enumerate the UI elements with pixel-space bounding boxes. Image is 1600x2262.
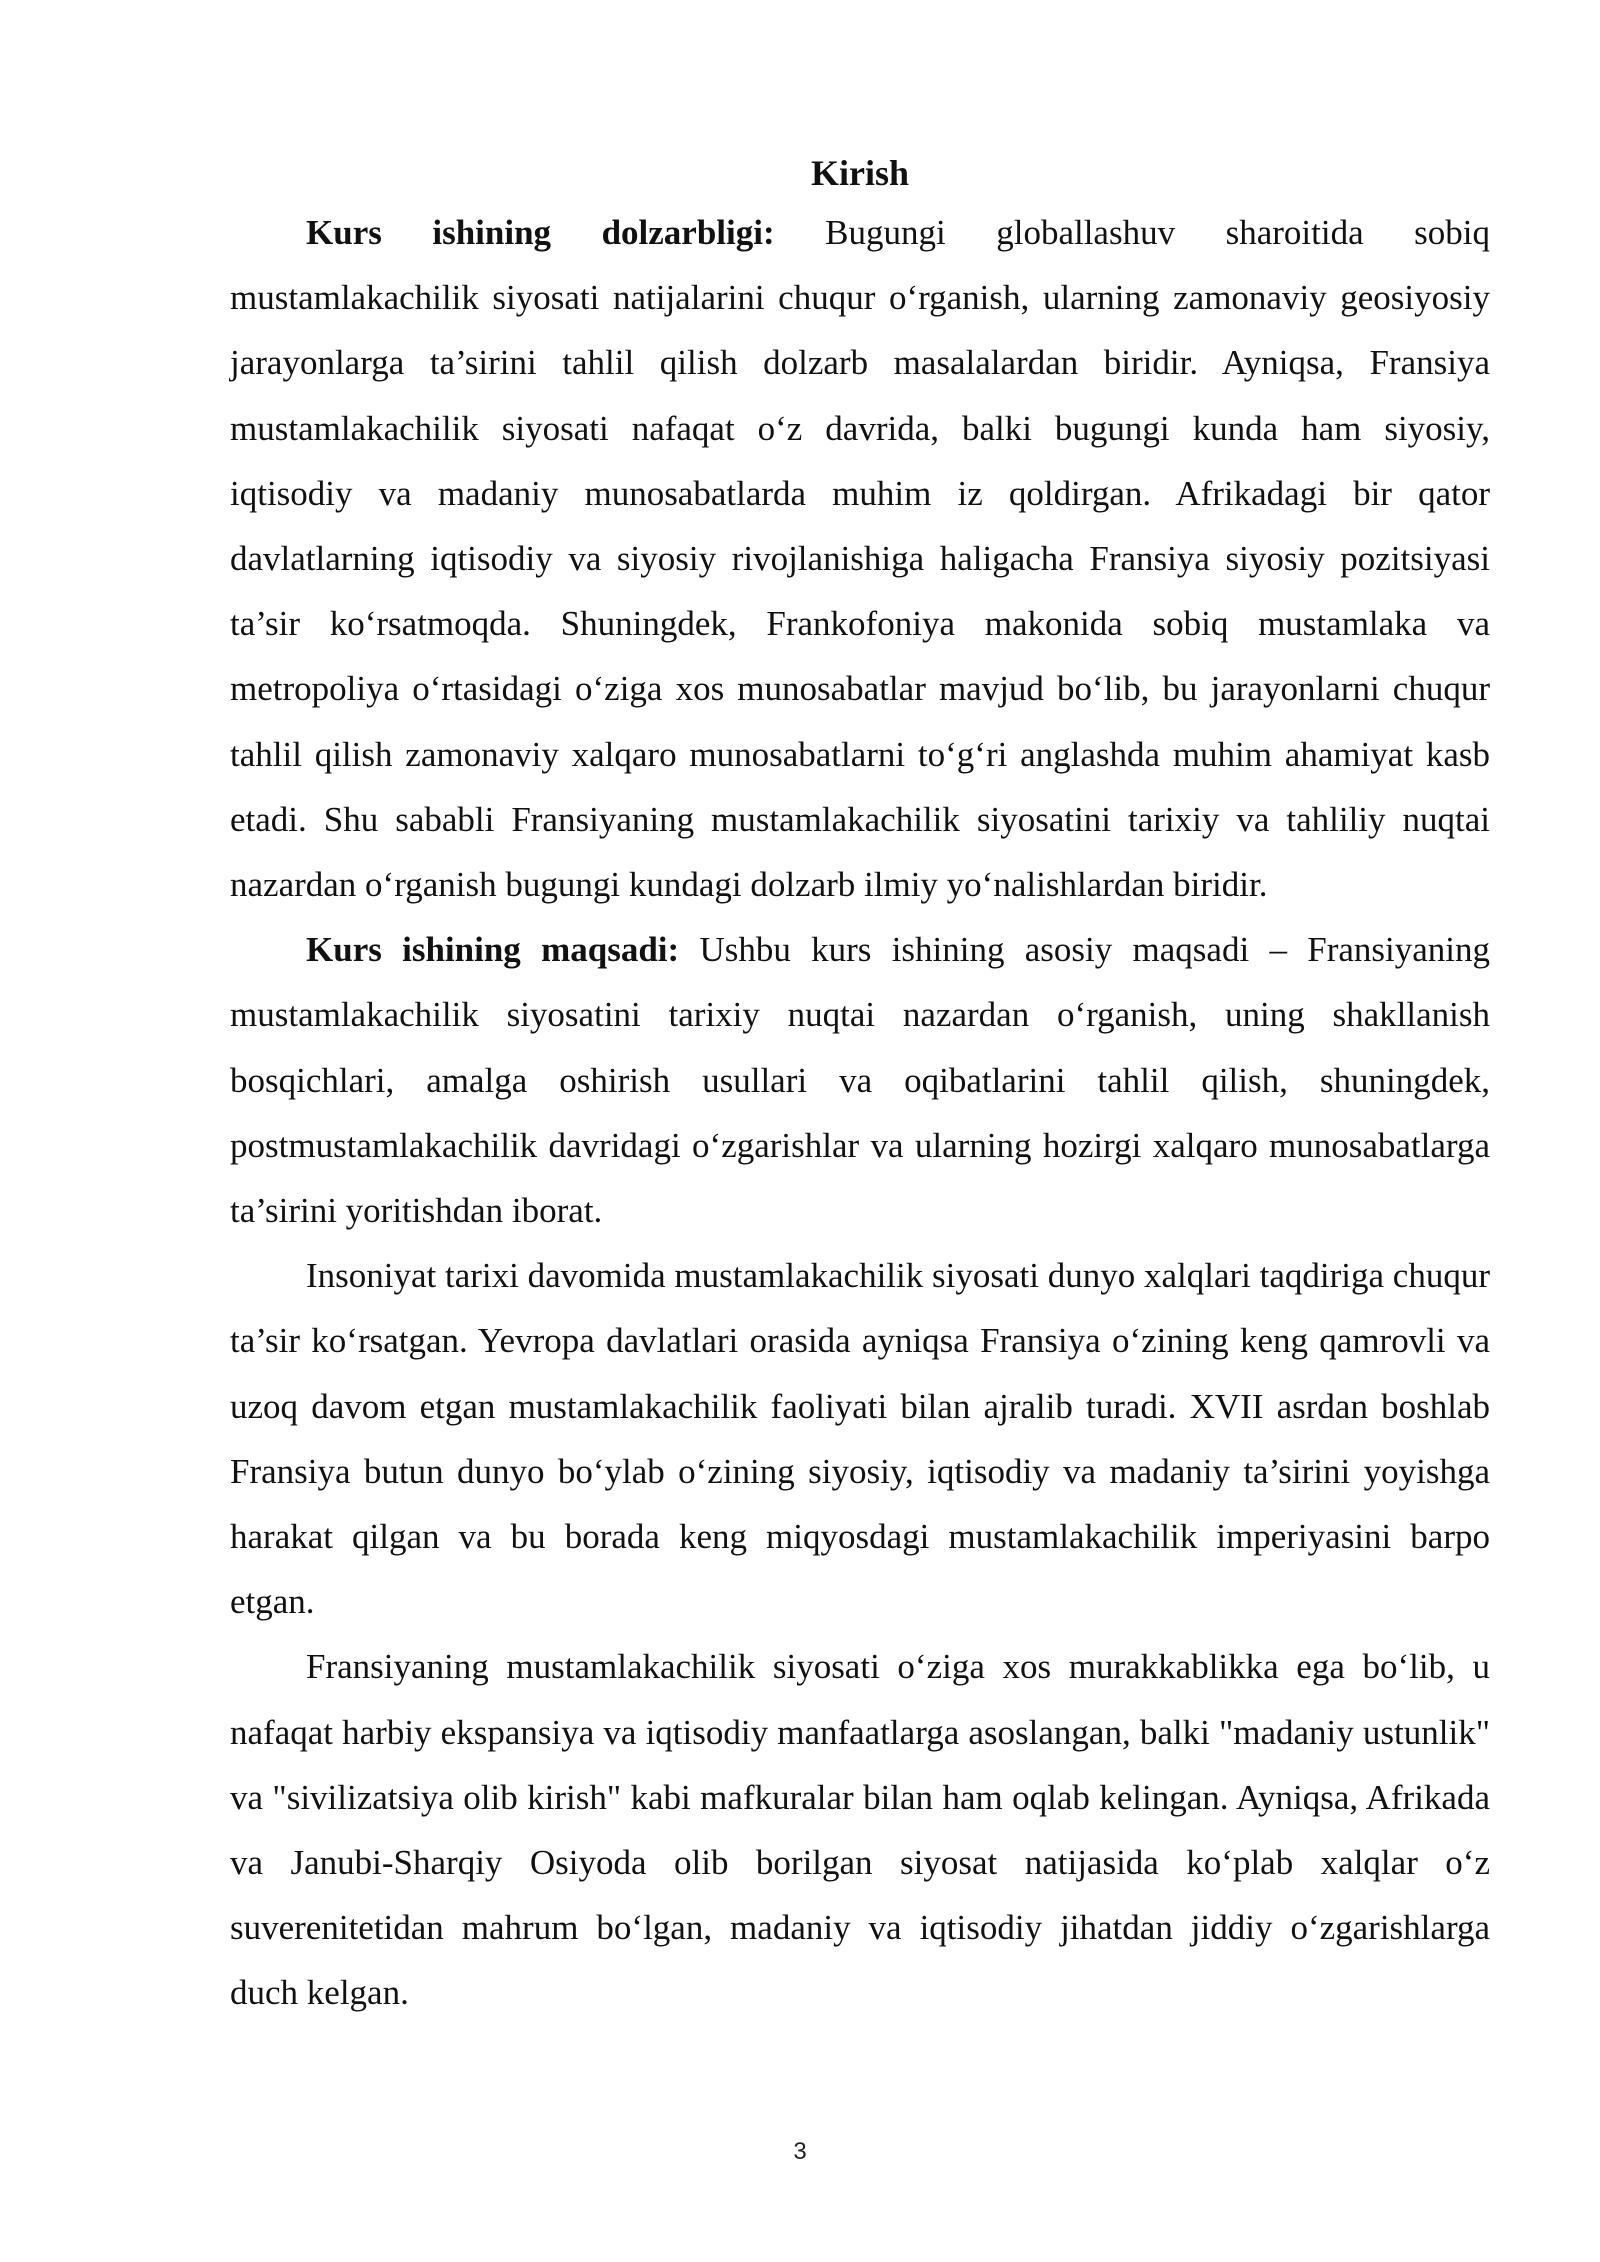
page-content xyxy=(230,146,1490,2026)
paragraph-text: Ushbu kurs ishining asosiy maqsadi – Fransiyaning mustamlakachilik siyosatini tarixiy nuqtai nazardan o‘rganish, uning shakllanish bosqichlari, amalga oshirish usullari va oqibatlarini tahlil qilish, shuningdek, postmustamlakachilik davridagi o‘zgarishlar va ularning hozirgi xalqaro munosabatlarga ta’sirini yoritishdan iborat. xyxy=(230,930,1490,1231)
paragraph-lead: Kurs ishining maqsadi: xyxy=(306,930,680,970)
paragraph-lead: Kurs ishining dolzarbligi: xyxy=(306,213,775,252)
paragraph-purpose xyxy=(230,917,1490,1243)
paragraph-text: Bugungi globallashuv sharoitida sobiq mustamlakachilik siyosati natijalarini chuqur o‘rganish, ularning zamonaviy geosiyosiy jarayonlarga ta’sirini tahlil qilish dolzarb masalalardan biridir. Ayniqsa, Fransiya mustamlakachilik siyosati nafaqat o‘z davrida, balki bugungi kunda ham siyosiy, iqtisodiy va madaniy munosabatlarda muhim iz qoldirgan. Afrikadagi bir qator davlatlarning iqtisodiy va siyosiy rivojlanishiga haligacha Fransiya siyosiy pozitsiyasi ta’sir ko‘rsatmoqda. Shuningdek, Frankofoniya makonida sobiq mustamlaka va metropoliya o‘rtasidagi o‘ziga xos munosabatlar mavjud bo‘lib, bu jarayonlarni chuqur tahlil qilish zamonaviy xalqaro munosabatlarni to‘g‘ri anglashda muhim ahamiyat kasb etadi. Shu sababli Fransiyaning mustamlakachilik siyosatini tarixiy va tahliliy nuqtai nazardan o‘rganish bugungi kundagi dolzarb ilmiy yo‘nalishlardan biridir. xyxy=(230,213,1490,905)
page-number: 3 xyxy=(793,2138,807,2165)
paragraph-history xyxy=(230,1243,1490,1634)
paragraph-text: Insoniyat tarixi davomida mustamlakachilik siyosati dunyo xalqlari taqdiriga chuqur ta’sir ko‘rsatgan. Yevropa davlatlari orasida ayniqsa Fransiya o‘zining keng qamrovli va uzoq davom etgan mustamlakachilik faoliyati bilan ajralib turadi. XVII asrdan boshlab Fransiya butun dunyo bo‘ylab o‘zining siyosiy, iqtisodiy va madaniy ta’sirini yoyishga harakat qilgan va bu borada keng miqyosdagi mustamlakachilik imperiyasini barpo etgan. xyxy=(230,1256,1490,1622)
paragraph-policy xyxy=(230,1634,1490,2025)
paragraph-relevance xyxy=(230,200,1490,917)
section-title: Kirish xyxy=(810,153,909,193)
paragraph-text: Fransiyaning mustamlakachilik siyosati o‘ziga xos murakkablikka ega bo‘lib, u nafaqat harbiy ekspansiya va iqtisodiy manfaatlarga asoslangan, balki "madaniy ustunlik" va "sivilizatsiya olib kirish" kabi mafkuralar bilan ham oqlab kelingan. Ayniqsa, Afrikada va Janubi-Sharqiy Osiyoda olib borilgan siyosat natijasida ko‘plab xalqlar o‘z suverenitetidan mahrum bo‘lgan, madaniy va iqtisodiy jihatdan jiddiy o‘zgarishlarga duch kelgan. xyxy=(230,1647,1490,2013)
